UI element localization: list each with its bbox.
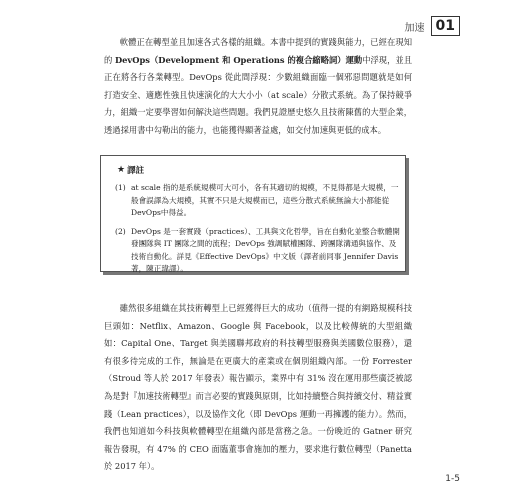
- chapter-label: 加速: [404, 22, 425, 34]
- intro-text-before: 軟體正在轉型並且加速各式各樣的組織。本書中提到的實踐與能力，已經在現知的: [104, 37, 412, 65]
- note-marker: (1): [115, 183, 126, 192]
- note-text: at scale 指的是系統規模可大可小，各有其適切的規模，不見得都是大規模，一般會誤譯為大規模，其實不只是大規模而已，這些分散式系統無論大小都能從DevOps中得益。: [131, 183, 399, 217]
- page-number: 1-5: [445, 474, 460, 484]
- chapter-number-badge: 01: [431, 16, 460, 36]
- translator-note-box: [100, 155, 406, 272]
- body-paragraph: 雖然很多組織在其技術轉型上已經獲得巨大的成功（值得一提的有網路規模科技巨頭如：Netflix、Amazon、Google 與 Facebook，以及比較傳統的大型組織如：Capital One、Target 與美國聯邦政府的科技轉型服務與美國數位服務），還有很多待完成的工作，無論是在更廣大的產業或在個別組織內部。一份 Forrester（Stroud 等人於 2017 年發表）報告顯示，業界中有 31% 沒在運用那些廣泛被認為是對『加速技術轉型』而言必要的實踐與原則，比如持續整合與持續交付、精益實踐（Lean practices），以及協作文化（即 DevOps 運動一再擁護的能力）。然而，我們也知道如今科技與軟體轉型在組織內部是當務之急。一份晚近的 Gatner 研究報告發現，有 47% 的 CEO 面臨董事會施加的壓力，要求進行數位轉型（Panetta 於 2017 年）。: [104, 303, 412, 472]
- intro-text-after: 中浮現，並且正在將各行各業轉型。DevOps 從此間浮現：少數組織面臨一個邪惡問題就是如何打造安全、適應性強且快速演化的大大小小（at scale）分散式系統。為了保持競爭力，組織一定要學習如何解決這些問題。我們見證歷史悠久且技術陳舊的大型企業，透過採用書中勾勒出的能力，也能獲得顯著益處，如交付加速與更低的成本。: [104, 54, 413, 135]
- note-text: DevOps 是一套實踐（practices）、工具與文化哲學，旨在自動化並整合軟體開發團隊與 IT 團隊之間的流程；DevOps 強調賦權團隊、跨團隊溝通與協作、及技術自動化。詳見《Effective DevOps》中文版（譯者前同事 Jennifer Davis 著，陳正瑋譯）。: [131, 226, 400, 273]
- note-title-label: 譯註: [127, 166, 145, 176]
- note-item: [115, 226, 401, 276]
- star-icon: ★: [117, 165, 126, 175]
- note-list: [115, 182, 401, 282]
- note-item: [115, 182, 401, 220]
- chapter-header: [405, 16, 460, 36]
- note-marker: (2): [115, 226, 126, 236]
- note-title: [117, 164, 144, 176]
- devops-bold-term: DevOps（Development 和 Operations 的複合縮略詞）運動: [114, 54, 363, 65]
- intro-paragraph: [104, 34, 412, 140]
